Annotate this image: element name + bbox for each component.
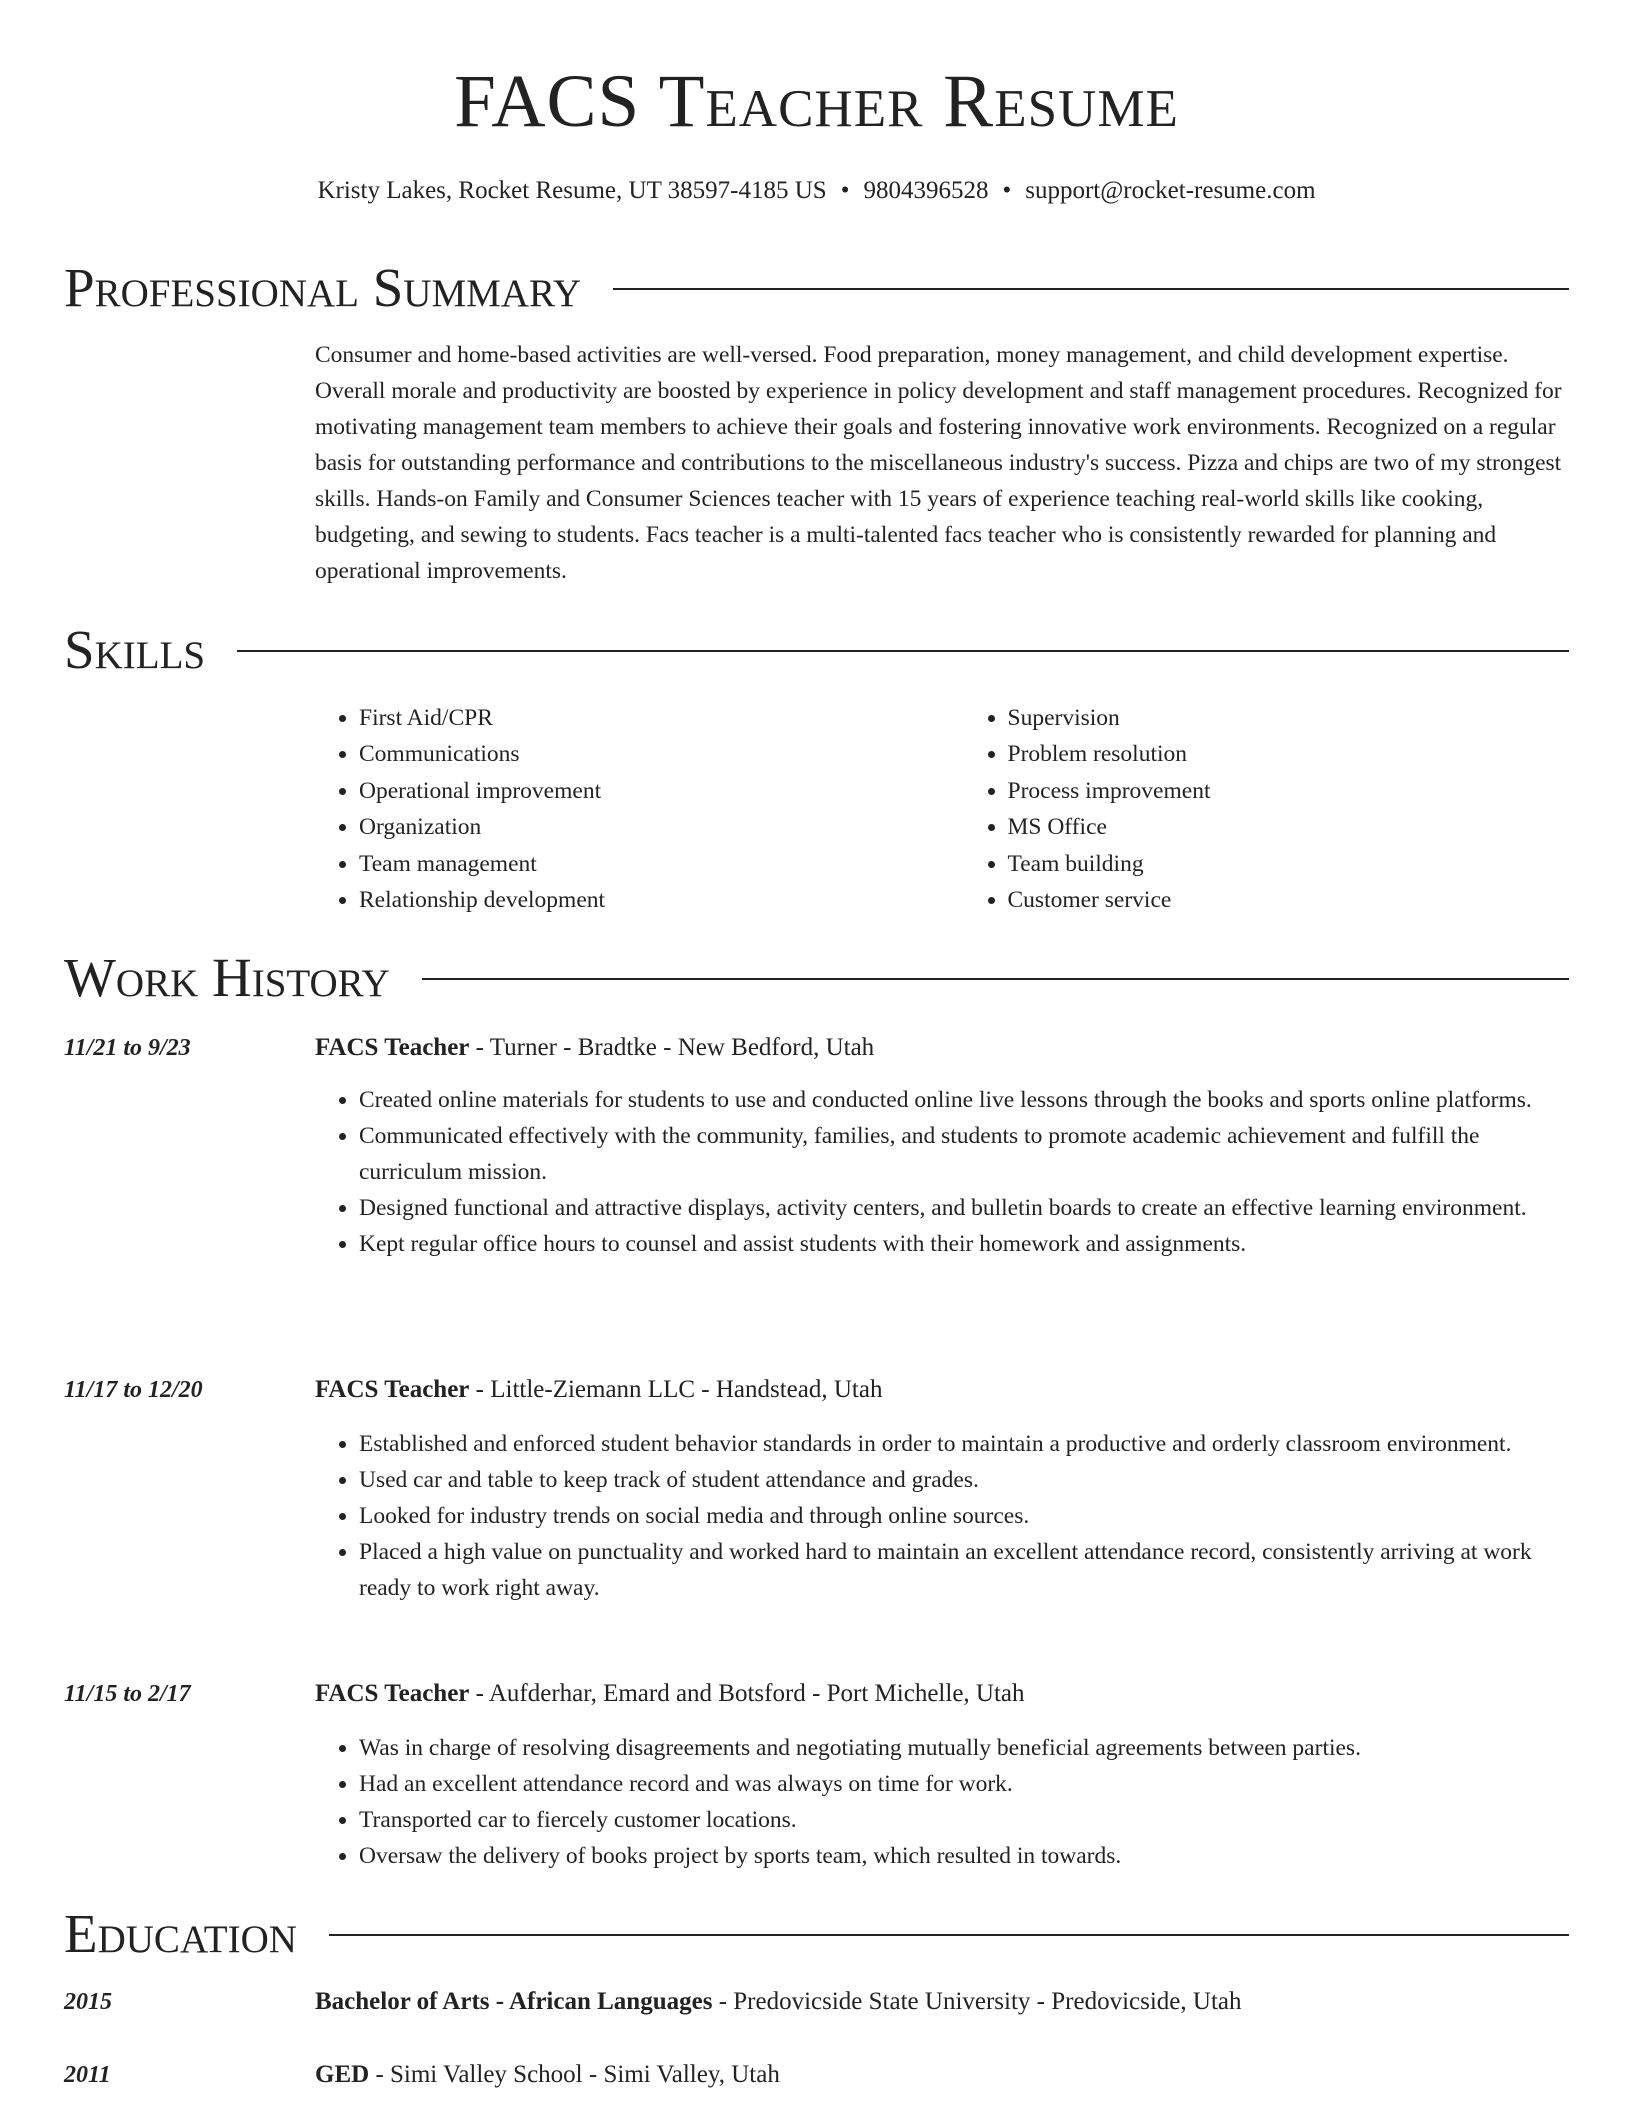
summary-text: Consumer and home-based activities are well-versed. Food preparation, money management, and child development expertise. Overall morale and productivity are boosted by experience in policy development and staff management procedures. Recognized for motivating management team members to achieve their goals and fostering innovative work environments. Recognized on a regular basis for outstanding performance and contributions to the miscellaneous industry's success. Pizza and chips are two of my strongest skills. Hands-on Family and Consumer Sciences teacher with 15 years of experience teaching real-world skills like cooking, budgeting, and sewing to students. Facs teacher is a multi-talented facs teacher who is consistently rewarded for planning and operational improvements. <box>315 342 1562 584</box>
skill-item: • MS Office <box>1008 809 1570 845</box>
skill-item: • Customer service <box>1008 882 1570 918</box>
job-employer: - Aufderhar, Emard and Botsford - Port Michelle, Utah <box>469 1680 1025 1707</box>
education-section-header <box>64 1904 1569 1964</box>
job-title: FACS Teacher <box>315 1376 470 1403</box>
skill-item: • Supervision <box>1008 700 1570 736</box>
education-heading: Education <box>64 1903 297 1964</box>
job-bullet: • Communicated effectively with the community, families, and students to promote academic achievement and fulfill the curriculum mission. <box>359 1118 1569 1190</box>
document-title: FACS Teacher Resume <box>454 60 1179 143</box>
job-title: FACS Teacher <box>315 1034 470 1061</box>
job-bullet: • Placed a high value on punctuality and worked hard to maintain an excellent attendance record, consistently arriving at work ready to work right away. <box>359 1534 1569 1606</box>
skill-item: • Process improvement <box>1008 773 1570 809</box>
job-dates: 11/15 to 2/17 <box>64 1681 191 1707</box>
contact-email[interactable]: support@rocket-resume.com <box>1025 177 1316 204</box>
job-bullet: • Used car and table to keep track of student attendance and grades. <box>359 1462 1569 1498</box>
section-divider <box>329 1934 1569 1936</box>
job-bullet: • Oversaw the delivery of books project by sports team, which resulted in towards. <box>359 1838 1569 1874</box>
contact-phone: 9804396528 <box>863 177 989 204</box>
job-bullet: • Had an excellent attendance record and was always on time for work. <box>359 1766 1569 1802</box>
skill-item: • Operational improvement <box>359 773 921 809</box>
job-title-line <box>315 1372 882 1408</box>
skill-item: • Organization <box>359 809 921 845</box>
job-bullet: • Created online materials for students to use and conducted online live lessons through the books and sports online platforms. <box>359 1082 1569 1118</box>
job-title: FACS Teacher <box>315 1680 470 1707</box>
skill-item: • Problem resolution <box>1008 736 1570 772</box>
work-heading: Work History <box>64 947 390 1008</box>
section-divider <box>422 978 1569 980</box>
skill-item: • Relationship development <box>359 882 921 918</box>
skills-heading: Skills <box>64 619 206 680</box>
job-bullets <box>315 1082 1569 1262</box>
job-bullet: • Looked for industry trends on social media and through online sources. <box>359 1498 1569 1534</box>
job-title-line <box>315 1676 1025 1712</box>
job-bullet: • Designed functional and attractive displays, activity centers, and bulletin boards to create an effective learning environment. <box>359 1190 1569 1226</box>
section-divider <box>237 650 1569 652</box>
skills-list <box>315 700 1569 918</box>
job-employer: - Little-Ziemann LLC - Handstead, Utah <box>469 1376 883 1403</box>
job-bullets <box>315 1426 1569 1606</box>
summary-heading: Professional Summary <box>64 257 582 318</box>
education-title-line <box>315 2057 780 2093</box>
contact-address: Kristy Lakes, Rocket Resume, UT 38597-4185 US <box>317 177 827 204</box>
skill-item: • Team management <box>359 846 921 882</box>
education-year: 2011 <box>64 2062 111 2088</box>
education-school: - Predovicside State University - Predovicside, Utah <box>712 1988 1242 2015</box>
skills-section-header <box>64 620 1569 680</box>
education-title-line <box>315 1984 1242 2020</box>
job-bullet: • Was in charge of resolving disagreements and negotiating mutually beneficial agreements between parties. <box>359 1730 1569 1766</box>
education-year: 2015 <box>64 1989 112 2015</box>
job-bullets <box>315 1730 1569 1874</box>
education-degree: Bachelor of Arts - African Languages <box>315 1988 713 2015</box>
contact-separator: • <box>1002 177 1012 204</box>
skills-column-right <box>964 700 1570 918</box>
skills-column-left <box>315 700 921 918</box>
job-dates: 11/21 to 9/23 <box>64 1035 191 1061</box>
job-dates: 11/17 to 12/20 <box>64 1377 203 1403</box>
contact-line <box>64 175 1569 207</box>
summary-section-header <box>64 258 1569 318</box>
education-degree: GED <box>315 2061 370 2088</box>
job-bullet: • Established and enforced student behavior standards in order to maintain a productive and orderly classroom environment. <box>359 1426 1569 1462</box>
job-bullet: • Kept regular office hours to counsel and assist students with their homework and assignments. <box>359 1226 1569 1262</box>
skill-item: • Team building <box>1008 846 1570 882</box>
skill-item: • First Aid/CPR <box>359 700 921 736</box>
education-school: - Simi Valley School - Simi Valley, Utah <box>369 2061 780 2088</box>
job-bullet: • Transported car to fiercely customer locations. <box>359 1802 1569 1838</box>
section-divider <box>613 288 1569 290</box>
contact-separator: • <box>840 177 850 204</box>
job-title-line <box>315 1030 874 1066</box>
job-employer: - Turner - Bradtke - New Bedford, Utah <box>469 1034 875 1061</box>
work-section-header <box>64 948 1569 1008</box>
skill-item: • Communications <box>359 736 921 772</box>
